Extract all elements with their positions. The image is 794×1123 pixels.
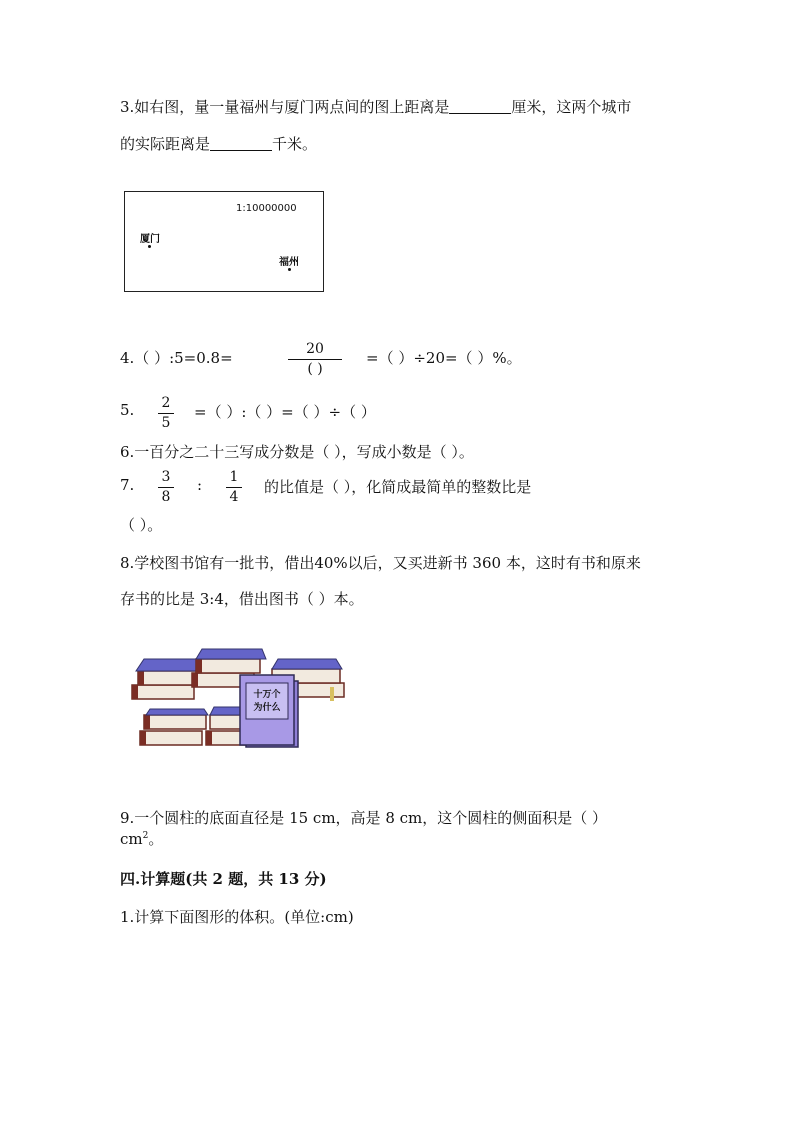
q5-frac-den: 5 [161, 415, 171, 431]
q7-f2-bar [226, 487, 242, 488]
q6-text: 6.一百分之二十三写成分数是（ ），写成小数是（ ）。 [120, 443, 474, 461]
q5-label: 5. [120, 401, 135, 419]
q9-unit: cm [120, 830, 143, 848]
q3-blank-cm[interactable] [449, 97, 511, 114]
q9-unit-sup: 2 [142, 831, 149, 841]
q7-f1-num: 3 [161, 469, 171, 485]
q7-f2-num: 1 [229, 469, 239, 485]
xiamen-dot-icon [148, 245, 151, 248]
q7-rest: 的比值是（ ），化简成最简单的整数比是 [264, 478, 532, 496]
q7-f1-den: 8 [161, 489, 171, 505]
q7-f1-bar [158, 487, 174, 488]
q8-line1: 8.学校图书馆有一批书，借出40%以后，又买进新书 360 本，这时有书和原来 [120, 554, 641, 572]
q4-frac-den: ( ) [307, 361, 323, 377]
q4-part2: =（ ）÷20=（ ）%。 [366, 349, 522, 367]
q3-blank-km[interactable] [210, 134, 272, 151]
featured-book-cover [240, 675, 298, 747]
book-cover-line2: 为什么 [253, 703, 281, 713]
q3-line2-post: 千米。 [272, 135, 318, 153]
map-scale: 1:10000000 [236, 203, 297, 214]
fuzhou-dot-icon [288, 268, 291, 271]
q4-part1: 4.（ ）:5=0.8= [120, 349, 233, 367]
q5-rest: =（ ）:（ ）=（ ）÷（ ） [194, 403, 376, 421]
q9-line1: 9.一个圆柱的底面直径是 15 cm，高是 8 cm，这个圆柱的侧面积是（ ） [120, 809, 608, 827]
q7-fraction-2 [226, 469, 242, 506]
q3-line2 [120, 133, 317, 154]
q4-frac-bar [288, 359, 342, 360]
section-4-title: 四.计算题(共 2 题，共 13 分) [120, 870, 327, 888]
q7-fraction-1 [158, 469, 174, 506]
q3-text-pre: 3.如右图，量一量福州与厦门两点间的图上距离是 [120, 98, 450, 116]
q9-line2 [120, 828, 163, 849]
q4-fraction [288, 341, 342, 378]
q9-end: 。 [148, 830, 164, 848]
q7-line2: （ ）。 [120, 516, 163, 534]
q8-line2: 存书的比是 3:4，借出图书（ ）本。 [120, 590, 364, 608]
q5-fraction [158, 395, 174, 432]
map-figure [124, 191, 324, 292]
q3-line2-pre: 的实际距离是 [120, 135, 211, 153]
q4-frac-num: 20 [306, 341, 324, 357]
q3-text-post: 厘米，这两个城市 [511, 98, 632, 116]
q7-f2-den: 4 [229, 489, 239, 505]
q7-colon: : [197, 476, 203, 494]
q5-frac-num: 2 [161, 395, 171, 411]
map-city-xiamen: 厦门 [140, 234, 160, 245]
q3-line1 [120, 96, 631, 117]
books-illustration [126, 647, 356, 751]
map-city-fuzhou: 福州 [279, 257, 299, 268]
book-cover-line1: 十万个 [253, 690, 281, 700]
calc1-text: 1.计算下面图形的体积。(单位:cm) [120, 908, 354, 926]
q5-frac-bar [158, 413, 174, 414]
q7-label: 7. [120, 476, 135, 494]
